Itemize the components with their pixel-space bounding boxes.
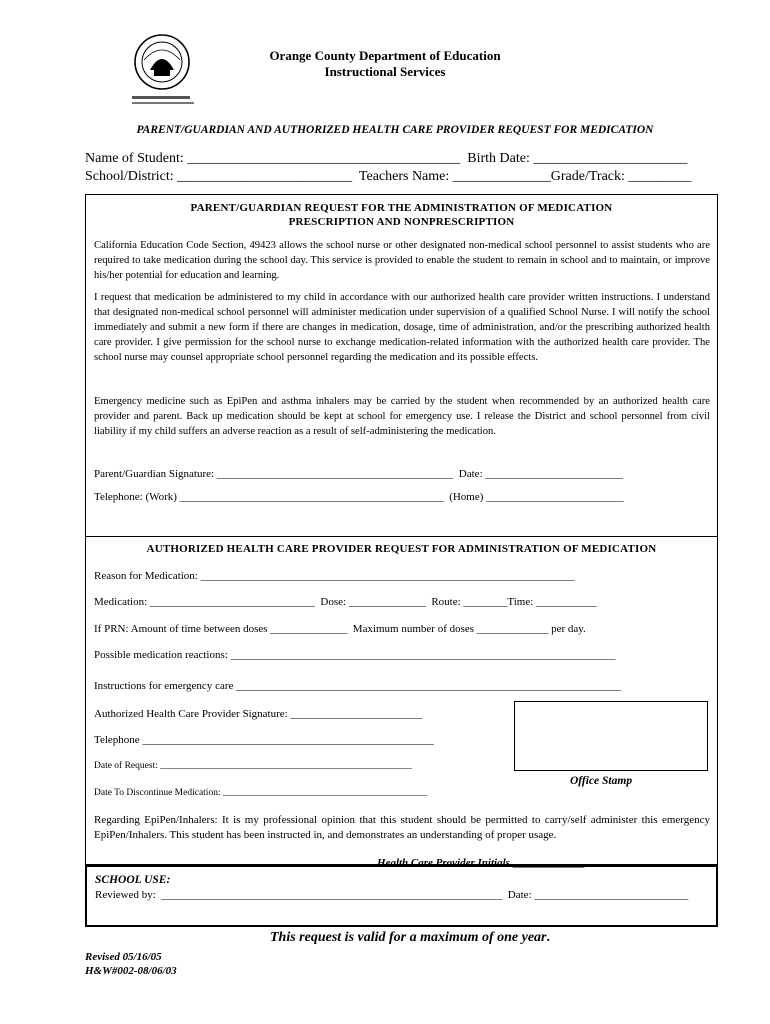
initials-label: Health Care Provider Initials: [377, 857, 510, 869]
student-name-line[interactable]: Name of Student: _______________________________________ Birth Date: ______________________: [85, 151, 688, 166]
prn-field[interactable]: If PRN: Amount of time between doses ______________ Maximum number of doses _____________ per day.: [94, 623, 586, 635]
initials-line[interactable]: _____________: [509, 857, 585, 869]
section2-title: AUTHORIZED HEALTH CARE PROVIDER REQUEST FOR ADMINISTRATION OF MEDICATION: [146, 543, 657, 555]
epipen-opinion-paragraph: Regarding EpiPen/Inhalers: It is my professional opinion that this student should be permitted to carry/self administer this emergency EpiPen/Inhalers. This student has been instructed in, and demonstrates an understanding of proper usage.: [94, 814, 710, 841]
reviewed-by-field[interactable]: Reviewed by: ______________________________________________________________ Date: ____________________________: [95, 889, 689, 901]
dept-name: Instructional Services: [324, 64, 446, 79]
school-use-section: [85, 865, 718, 927]
school-use-title: SCHOOL USE:: [95, 874, 171, 886]
validity-period: .: [546, 930, 550, 945]
section1-subtitle: PRESCRIPTION AND NONPRESCRIPTION: [288, 216, 515, 228]
emergency-instructions-field[interactable]: Instructions for emergency care ______________________________________________________________________: [94, 680, 622, 692]
reason-field[interactable]: Reason for Medication: ____________________________________________________________________: [94, 570, 575, 582]
org-name: Orange County Department of Education: [269, 48, 501, 63]
medication-field[interactable]: Medication: ______________________________ Dose: ______________ Route: ________Time: ___________: [94, 596, 597, 608]
revised-date: Revised 05/16/05: [85, 951, 162, 963]
education-code-paragraph: California Education Code Section, 49423 allows the school nurse or other designated non-medical school personnel to assist students who are required to take medication during the school day. This service is provided to enable the student to remain in school and to maintain, or improve his/her potential for education and learning.: [94, 240, 710, 281]
telephone-field[interactable]: Telephone: (Work) ________________________________________________ (Home) _________________________: [94, 491, 624, 503]
provider-request-section: [85, 536, 718, 869]
school-district-line[interactable]: School/District: _________________________ Teachers Name: ______________Grade/Track: _________: [85, 169, 692, 184]
form-title: PARENT/GUARDIAN AND AUTHORIZED HEALTH CARE PROVIDER REQUEST FOR MEDICATION: [136, 124, 654, 136]
provider-signature-field[interactable]: Authorized Health Care Provider Signature: ________________________: [94, 708, 423, 720]
section1-title: PARENT/GUARDIAN REQUEST FOR THE ADMINISTRATION OF MEDICATION: [190, 202, 613, 214]
emergency-medicine-paragraph: Emergency medicine such as EpiPen and asthma inhalers may be carried by the student when recommended by an authorized health care provider and parent. Back up medication should be kept at school for emergency use. I release the District and school personnel from civil liability if my child suffers an adverse reaction as a result of self-administering the medication.: [94, 396, 710, 437]
date-of-request-field[interactable]: Date of Request: _____________________________________________________: [94, 761, 412, 771]
validity-notice: [0, 930, 770, 946]
validity-text: This request is valid for a maximum of one year: [270, 930, 547, 945]
parent-signature-field[interactable]: Parent/Guardian Signature: ___________________________________________ Date: _________________________: [94, 468, 623, 480]
date-discontinue-field[interactable]: Date To Discontinue Medication: ___________________________________________: [94, 788, 428, 798]
office-stamp-box: [514, 701, 708, 771]
form-code: H&W#002-08/06/03: [85, 965, 177, 977]
parent-request-section: [85, 194, 718, 537]
reactions-field[interactable]: Possible medication reactions: ______________________________________________________________________: [94, 649, 616, 661]
provider-telephone-field[interactable]: Telephone _____________________________________________________: [94, 734, 434, 746]
office-stamp-label: Office Stamp: [570, 775, 633, 787]
request-paragraph: I request that medication be administered to my child in accordance with our authorized health care provider written instructions. I understand that designated non-medical school personnel will administer medication under supervision of a qualified School Nurse. I will notify the school immediately and submit a new form if there are changes in medication, dosage, time of administration, and/or the prescribing authorized health care provider. I give permission for the school nurse to exchange medication-related information with the authorized health care provider. The school nurse may counsel appropriate school personnel regarding the medication and its possible effects.: [94, 292, 710, 363]
